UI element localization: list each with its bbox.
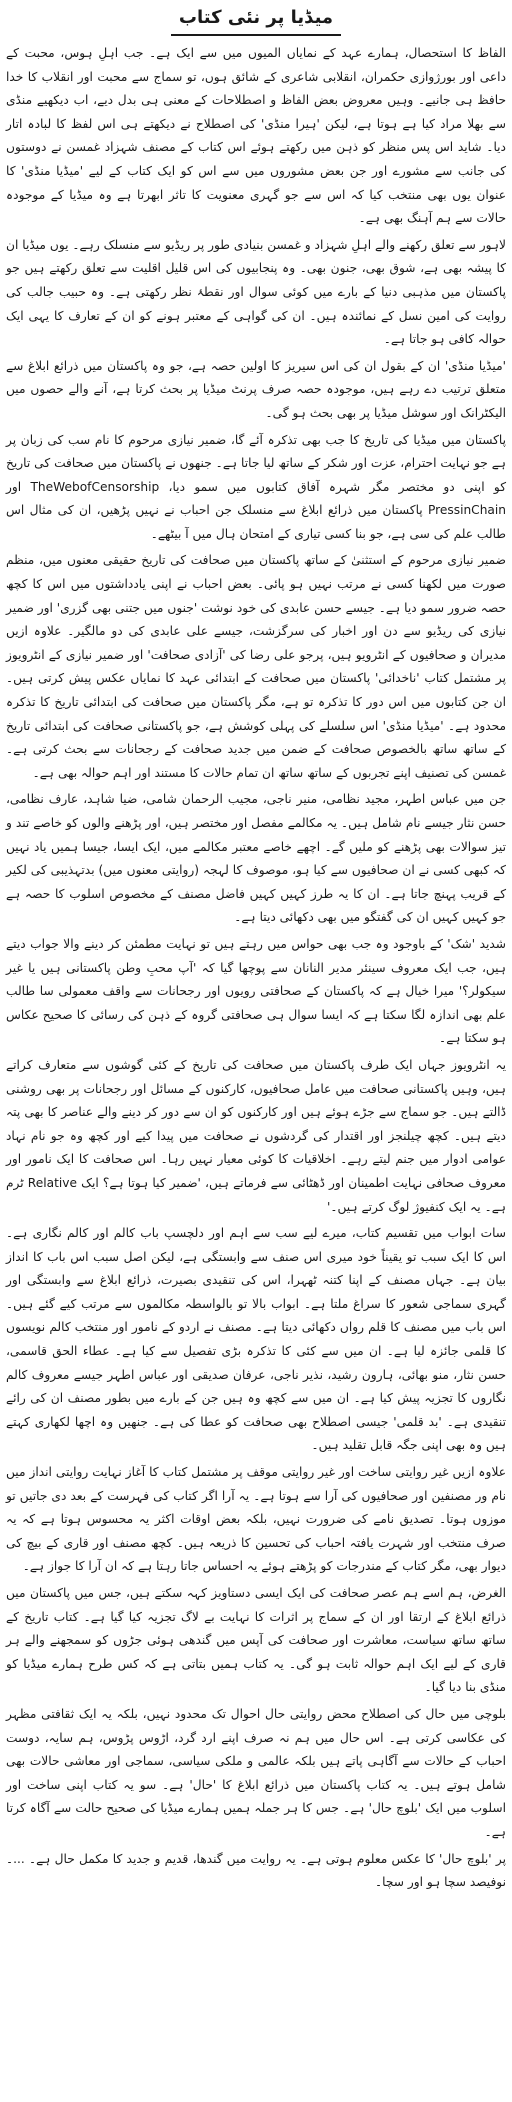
article-paragraph: علاوہ ازیں غیر روایتی ساخت اور غیر روایتی موقف پر مشتمل کتاب کا آغاز نہایت روایتی انداز میں نام ور مصنفین اور صحافیوں کی آرا سے ہوتا ہے۔ یہ آرا اگر کتاب کی فہرست کے بعد دی جاتیں تو موزوں ہوتا۔ تصدیق نامے کی ضرورت نہیں، بلکہ بعض اوقات اکثر یہ محسوس ہوتا ہے کہ یہ صرف منتخب اور شہرت یافتہ احباب کی تحسین کا ذریعہ ہیں۔ کچھ مصنف اور قاری کے بیچ کی دیوار بھی، مگر کتاب کے مندرجات کو پڑھتے ہوئے یہ احساس جاتا رہتا ہے کہ ان آرا کا جواز ہے۔ <box>6 1465 506 1574</box>
article-paragraph: پاکستان میں میڈیا کی تاریخ کا جب بھی تذکرہ آئے گا، ضمیر نیازی مرحوم کا نام سب کی زبان پر ہے جو نہایت احترام، عزت اور شکر کے ساتھ لیا جاتا ہے۔ جنھوں نے پاکستان میں صحافت کی تاریخ کو اپنی دو مختصر مگر شہرہ آفاق کتابوں میں سمو دیا، TheWebofCensorship اور PressinChain پاکستان میں ذرائع ابلاغ سے منسلک جن احباب نے نہیں پڑھیں، ان کی مثال اس طالب علم کی سی ہے، جو بنا کسی تیاری کے امتحان ہال میں آ بیٹھے۔ <box>6 432 506 541</box>
article-paragraph: یہ انٹرویوز جہاں ایک طرف پاکستان میں صحافت کی تاریخ کے کئی گوشوں سے متعارف کراتے ہیں، وہیں پاکستانی صحافت میں عامل صحافیوں، کارکنوں کے مسائل اور رجحانات پر بھی روشنی ڈالتے ہیں۔ جو سماج سے جڑے ہوئے ہیں اور کارکنوں کو ان سے دور کر دینے والے عناصر کا بھی پتہ دیتے ہیں۔ کچھ چیلنجز اور اقتدار کی گردشوں نے صحافت میں پیدا کیے اور کچھ وہ جو نام نہاد عوامی ادوار میں جنم لیتے رہے۔ اخلاقیات کا کوئی معیار نہیں رہا۔ اس صحافت کا ایک نامور اور معروف صحافی نہایت اطمینان اور ڈھٹائی سے فرماتے ہیں، 'ضمیر کیا ہوتا ہے؟ ایک Relative ٹرم ہے۔ یہ ایک کنفیوژ لوگ کرتے ہیں۔' <box>6 1057 506 1214</box>
article-paragraph: الفاظ کا استحصال، ہمارے عہد کے نمایاں المیوں میں سے ایک ہے۔ جب اہلِ ہوس، محبت کے داعی اور بورژوازی حکمران، انقلابی شاعری کے شائق ہوں، تو سماج سے محبت اور انقلاب کا خدا حافظ ہی جانیے۔ وہیں معروض بعض الفاظ و اصطلاحات کے معنی ہی بدل دیے، اب دیکھیے منڈی سے بھلا مراد کیا ہے ہوتا ہے، لیکن 'ہیرا منڈی' کی اصطلاح نے دیکھتے ہی اس لفظ کا لبادہ اتار دیا۔ شاید اس پس منظر کو ذہن میں رکھتے ہوئے اس کتاب کے مصنف شہزاد غمسن نے دوستوں کی جانب سے مشورے اور جن بعض مشوروں میں سے اس کو ایک کتاب کے لیے 'میڈیا منڈی' کا عنوان یوں بھی منتخب کیا کہ اس سے جو گہری معنویت کا تاثر ابھرتا ہے وہ میڈیا کے موجودہ حالات سے ہم آہنگ بھی ہے۔ <box>6 46 506 226</box>
article-paragraph: الغرض، ہم اسے ہم عصر صحافت کی ایک ایسی دستاویز کہہ سکتے ہیں، جس میں پاکستان میں ذرائع ابلاغ کے ارتقا اور ان کے سماج پر اثرات کا نہایت بے لاگ تجزیہ کیا گیا ہے۔ کتاب تاریخ کے ساتھ ساتھ سیاست، معاشرت اور صحافت کی آپس میں گندھی ہوئی جڑوں کو سمجھنے والے ہر قاری کے لیے ایک اہم حوالہ ثابت ہو گی۔ یہ کتاب ہمیں بتاتی ہے کہ کس طرح ہمارے میڈیا کو منڈی بنا دیا گیا۔ <box>6 1586 506 1695</box>
article-paragraph: جن میں عباس اطہر، مجید نظامی، منیر ناجی، مجیب الرحمان شامی، ضیا شاہد، عارف نظامی، حسن نثار جیسے نام شامل ہیں۔ یہ مکالمے مفصل اور مختصر ہیں، اور پڑھنے والوں کو خاصے تند و تیز سوالات بھی پڑھنے کو ملیں گے۔ اچھے خاصے معتبر مکالمے میں، ایک ایسا، جیسا ہمیں یاد نہیں کہ کبھی کسی نے ان صحافیوں سے کیا ہو، موصوف کا لہجہ (روایتی معنوں میں) بدتہذیبی کی لکیر کے قریب پہنچ جاتا ہے۔ ان کا یہ طرز کہیں کہیں فاضل مصنف کے مخصوص اسلوب کا حصہ ہے جو کہیں کہیں ان کی گفتگو میں بھی دکھائی دیتا ہے۔ <box>6 792 506 925</box>
article-title: میڈیا پر نئی کتاب <box>171 6 341 36</box>
article-paragraph: شدید 'شک' کے باوجود وہ جب بھی حواس میں رہتے ہیں تو نہایت مطمئن کر دینے والا جواب دیتے ہیں، جب ایک معروف سینئر مدیر النانان سے پوچھا گیا کہ 'آپ محبِ وطن پاکستانی ہیں یا غیر سیکولر؟' میرا خیال ہے کہ پاکستان کے صحافتی رویوں اور رجحانات سے واقف معمولی سا طالب علم بھی اندازہ لگا سکتا ہے کہ ایسا سوال ہی صحافتی گروہ کے ذہن کی رسائی کا صحیح عکاس ہو سکتا ہے۔ <box>6 936 506 1046</box>
article-paragraph: ضمیر نیازی مرحوم کے استثنیٰ کے ساتھ پاکستان میں صحافت کی تاریخ حقیقی معنوں میں، منظم صورت میں لکھنا کسی نے مرتب نہیں ہو پائی۔ بعض احباب نے اپنی یادداشتوں میں اس کا کچھ حصہ ضرور سمو دیا ہے۔ جیسے حسن عابدی کی خود نوشت 'جنوں میں جتنی بھی گزری' اور ضمیر نیازی کی ریڈیو سے دن اور اخبار کی سرگزشت، جیسے علی عابدی کی دو مالگیر۔ علاوہ ازیں مدیران و صحافیوں کے انٹرویو ہیں، پرجو علی رضا کی 'آزادی صحافت' اور ضمیر نیازی کے انٹرویوز پر مشتمل کتاب 'ناخدائی' پاکستان میں صحافت کے ابتدائی عہد کا نمایاں عکس پیش کرتی ہیں۔ ان جن کتابوں میں اس دور کا تذکرہ تو ہے، مگر پاکستان میں صحافت کی ابتدائی تاریخ کا تذکرہ محدود ہے۔ 'میڈیا منڈی' اس سلسلے کی پہلی کوشش ہے، جو پاکستانی صحافت کی ابتدائی تاریخ کے ساتھ ساتھ بالخصوص صحافت کے ضمن میں جدید صحافت کے رجحانات سے بحث کرتی ہے۔ غمسن کی تصنیف اپنے تجربوں کے ساتھ ساتھ ان تمام حالات کا مستند اور اہم حوالہ بھی ہے۔ <box>6 553 506 780</box>
article-paragraph: لاہور سے تعلق رکھنے والے اہلِ شہزاد و غمسن بنیادی طور پر ریڈیو سے منسلک رہے۔ یوں میڈیا ان کا پیشہ بھی ہے، شوق بھی، جنون بھی۔ وہ پنجابیوں کی اس قلیل اقلیت سے تعلق رکھتے ہیں جو پاکستان میں مذہبی دنیا کے بارے میں کوئی سوال اور نقطۂ نظر رکھتی ہے۔ وہ حبیب جالب کی روایت کی امین نسل کے نمائندہ ہیں۔ ان کی گواہی کے معتبر ہونے کو ان کے تعارف کا یہی ایک حوالہ کافی ہو جاتا ہے۔ <box>6 237 506 347</box>
article-paragraph: سات ابواب میں تقسیم کتاب، میرے لیے سب سے اہم اور دلچسپ باب کالم اور کالم نگاری ہے۔ اس کا ایک سبب تو یقیناً خود میری اس صنف سے وابستگی ہے، لیکن اصل سبب اس باب کا انداز بیان ہے۔ جہاں مصنف کے اپنا کتنہ ٹھہرا، اس کی تنقیدی بصیرت، ذرائع ابلاغ سے وابستگی اور گہری سماجی شعور کا سراغ ملتا ہے۔ ابواب بالا تو بالواسطہ مکالموں سے مرتب کیے گئے ہیں۔ اس باب میں مصنف کا قلم رواں دکھائی دیتا ہے۔ مصنف نے اردو کے نامور اور منتخب کالم نویسوں کا قلمی جائزہ لیا ہے۔ ان میں سے کئی کا تذکرہ بڑی تفصیل سے کیا ہے۔ عطاء الحق قاسمی، حسن نثار، منو بھائی، ہارون رشید، نذیر ناجی، عرفان صدیقی اور عباس اطہر جیسے معروف کالم نگاروں کا تجزیہ پیش کیا ہے۔ ان میں سے کچھ وہ ہیں جن کے بارے میں بطور مصنف ان کی رائے تنقیدی ہے۔ 'بد قلمی' جیسی اصطلاح بھی صحافت کو عطا کی ہے۔ جنھیں وہ اچھا لکھاری کہتے ہیں وہ بھی اپنی جگہ قابل تقلید ہیں۔ <box>6 1226 506 1453</box>
article-paragraph: بلوچی میں حال کی اصطلاح محض روایتی حال احوال تک محدود نہیں، بلکہ یہ ایک ثقافتی مظہر کی عکاسی کرتی ہے۔ اس حال میں ہم نہ صرف اپنے ارد گرد، اڑوس پڑوس، ہم سایہ، دوست احباب کے حالات سے آگاہی پاتے ہیں بلکہ عالمی و ملکی سیاسی، سماجی اور معاشی حالات بھی شامل ہوتے ہیں۔ یہ کتاب پاکستان میں ذرائع ابلاغ کا 'حال' ہے۔ سو یہ کتاب اپنی ساخت اور اسلوب میں ایک 'بلوچ حال' ہے۔ جس کا ہر جملہ ہمیں ہمارے میڈیا کی صحیح حالت سے آگاہ کرتا ہے۔ <box>6 1706 506 1839</box>
article-paragraph: پر 'بلوچ حال' کا عکس معلوم ہوتی ہے۔ یہ روایت میں گندھا، قدیم و جدید کا مکمل حال ہے۔ ...۔ نوفیصد سچا ہو اور سچا۔ <box>6 1851 506 1890</box>
article-paragraph: 'میڈیا منڈی' ان کے بقول ان کی اس سیریز کا اولین حصہ ہے، جو وہ پاکستان میں ذرائع ابلاغ سے متعلق ترتیب دے رہے ہیں، موجودہ حصہ صرف پرنٹ میڈیا پر بحث کرتا ہے، آنے والے حصوں میں الیکٹرانک اور سوشل میڈیا پر بھی بحث ہو گی۔ <box>6 358 506 420</box>
article-body <box>6 42 506 1895</box>
